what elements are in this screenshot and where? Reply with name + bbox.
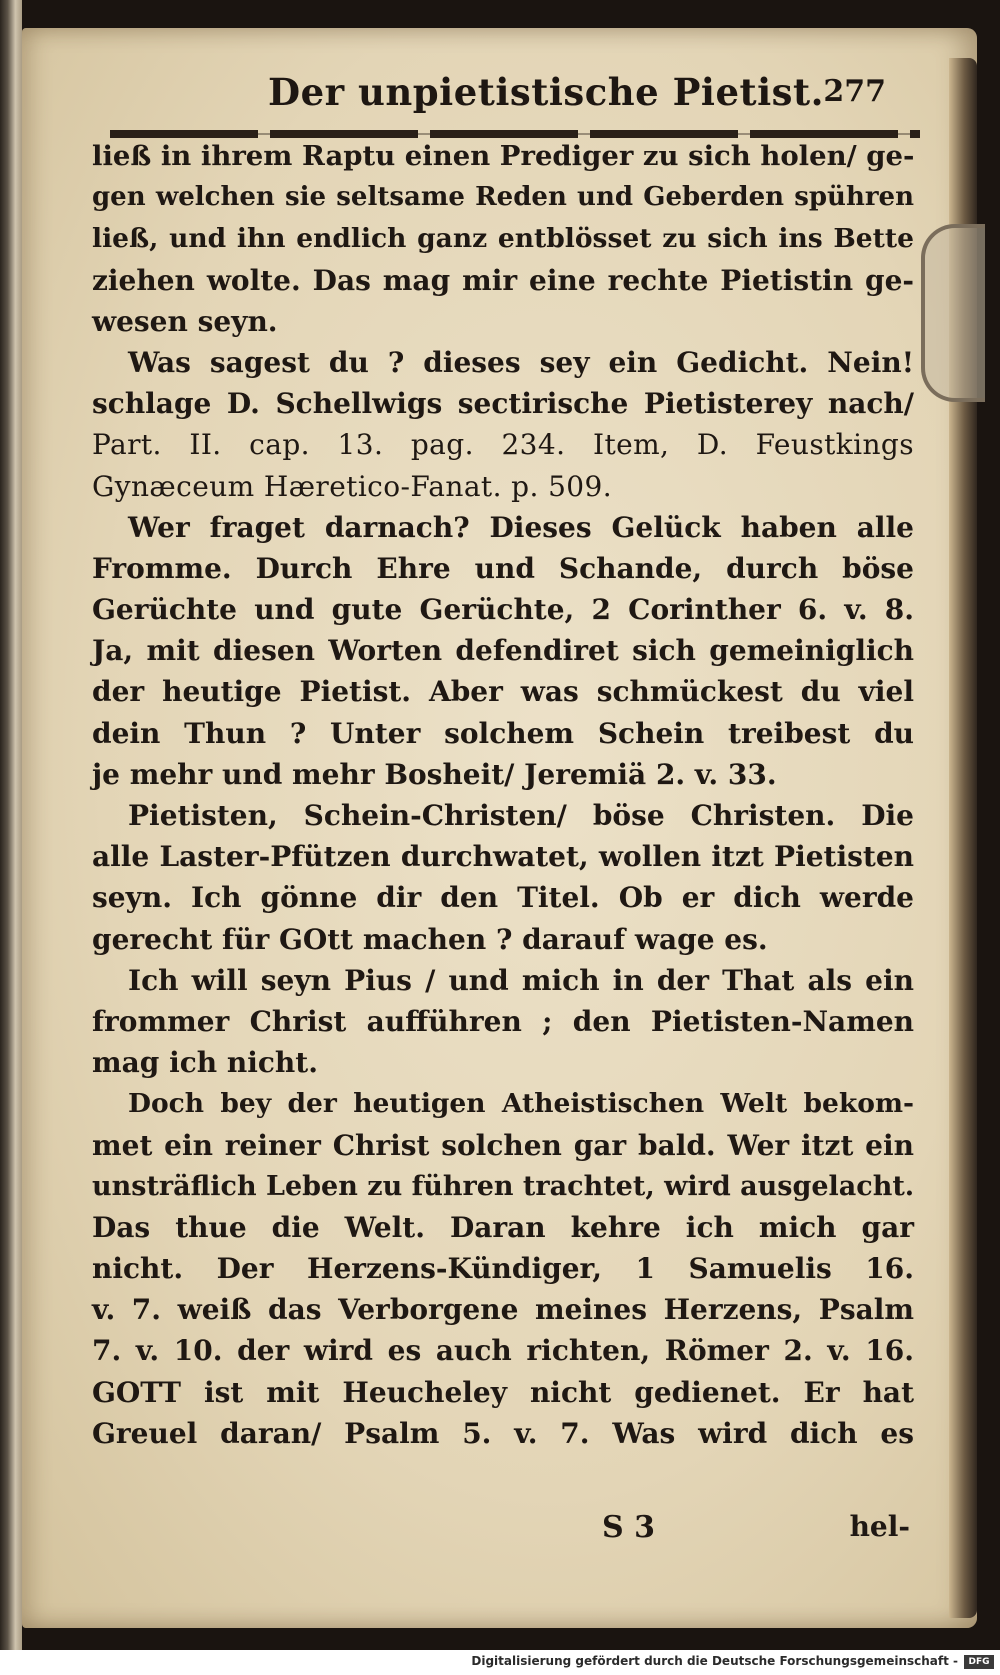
page-header	[108, 68, 904, 126]
text-line: v. 7. weiß das Verborgene meines Herzens, Psalm	[92, 1293, 914, 1327]
catchword: hel-	[849, 1510, 910, 1543]
text-line: ließ in ihrem Raptu einen Prediger zu sich holen/ ge-	[92, 140, 915, 172]
signature-mark: S 3	[602, 1510, 655, 1545]
text-line: Das thue die Welt. Daran kehre ich mich gar	[92, 1210, 914, 1244]
text-line: wesen seyn.	[92, 304, 278, 338]
text-line: der heutige Pietist. Aber was schmückest du viel	[92, 675, 914, 709]
text-line: Doch bey der heutigen Atheistischen Welt bekom-	[128, 1088, 914, 1120]
text-line: dein Thun ? Unter solchem Schein treibest du	[92, 716, 914, 750]
text-line: unsträflich Leben zu führen trachtet, wird ausgelacht.	[92, 1170, 915, 1202]
book-clasp	[921, 224, 985, 402]
text-line: nicht. Der Herzens-Kündiger, 1 Samuelis 16.	[92, 1252, 914, 1286]
text-line: mag ich nicht.	[92, 1046, 318, 1080]
text-line: Pietisten, Schein-Christen/ böse Christen. Die	[128, 799, 914, 832]
text-line: ließ, und ihn endlich ganz entblösset zu sich ins Bette	[92, 223, 914, 255]
text-line: ziehen wolte. Das mag mir eine rechte Pietistin ge-	[92, 263, 914, 297]
text-line: je mehr und mehr Bosheit/ Jeremiä 2. v. 33.	[92, 757, 777, 791]
text-line: schlage D. Schellwigs sectirische Pietisterey nach/	[92, 387, 914, 421]
text-line: seyn. Ich gönne dir den Titel. Ob er dich werde	[92, 881, 914, 915]
catchline	[92, 1510, 910, 1552]
text-line: met ein reiner Christ solchen gar bald. Wer itzt ein	[92, 1128, 914, 1162]
text-line: 7. v. 10. der wird es auch richten, Römer 2. v. 16.	[92, 1334, 914, 1368]
text-line: Gerüchte und gute Gerüchte, 2 Corinther 6. v. 8.	[92, 593, 914, 627]
book-binding-left	[0, 0, 22, 1675]
text-line: alle Laster-Pfützen durchwatet, wollen itzt Pietisten	[92, 840, 914, 874]
text-line: frommer Christ aufführen ; den Pietisten-Namen	[92, 1004, 914, 1038]
text-line: Wer fraget darnach? Dieses Gelück haben alle	[128, 510, 914, 544]
dfg-logo: DFG	[964, 1655, 994, 1669]
text-line: Was sagest du ? dieses sey ein Gedicht. Nein!	[128, 345, 914, 379]
text-line: Fromme. Durch Ehre und Schande, durch böse	[92, 551, 914, 585]
text-line: GOTT ist mit Heucheley nicht gedienet. Er hat	[92, 1375, 914, 1409]
text-line: Ich will seyn Pius / und mich in der That als ein	[128, 963, 914, 997]
text-line: Gynæceum Hæretico-Fanat. p. 509.	[92, 469, 613, 503]
text-line: Part. II. cap. 13. pag. 234. Item, D. Feustkings	[92, 428, 914, 462]
running-title: Der unpietistische Pietist.	[268, 70, 824, 114]
digitization-footer	[0, 1650, 1000, 1675]
text-line: Ja, mit diesen Worten defendiret sich gemeiniglich	[92, 634, 914, 668]
footer-credit: Digitalisierung gefördert durch die Deutsche Forschungsgemeinschaft -	[471, 1654, 958, 1668]
text-line: Greuel daran/ Psalm 5. v. 7. Was wird dich es	[92, 1416, 914, 1450]
text-line: gerecht für GOtt machen ? darauf wage es.	[92, 922, 768, 956]
page-number: 277	[823, 74, 886, 109]
body-text	[92, 136, 914, 1454]
text-line: gen welchen sie seltsame Reden und Geberden spühren	[92, 182, 914, 213]
